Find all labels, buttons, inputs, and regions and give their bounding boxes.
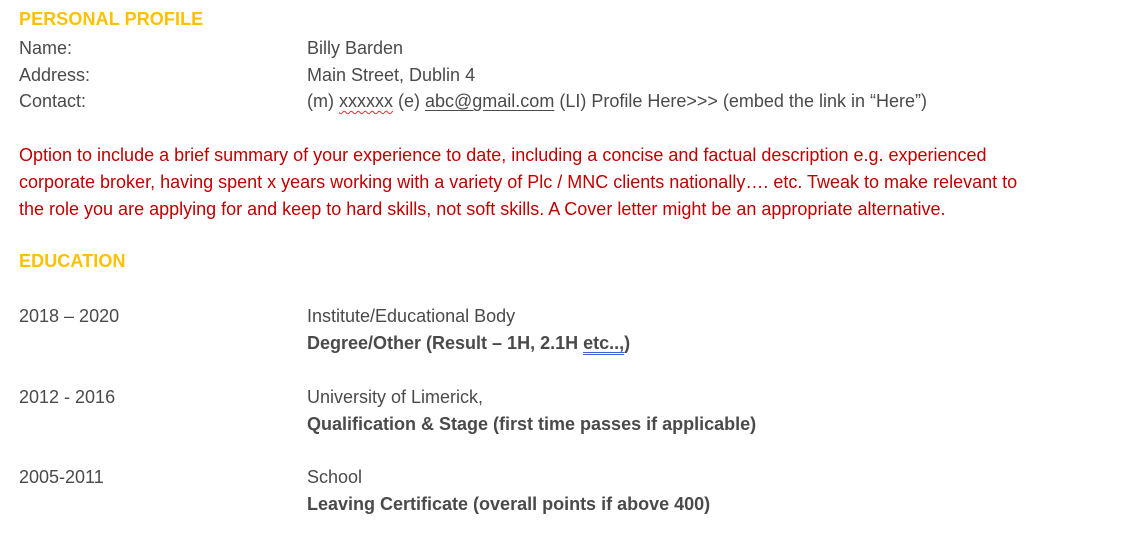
education-years: 2018 – 2020 — [19, 306, 120, 326]
education-entry-years-row — [19, 303, 1139, 329]
education-institution: Institute/Educational Body — [307, 306, 516, 326]
contact-label: Contact: — [19, 91, 87, 111]
education-qualification — [307, 330, 630, 356]
personal-profile-heading: PERSONAL PROFILE — [19, 9, 204, 29]
summary-line-1: Option to include a brief summary of your experience to date, including a concise and factual description e.g. experienced — [19, 145, 987, 165]
contact-value — [307, 88, 927, 114]
contact-phone: xxxxxx — [338, 91, 393, 111]
qualification-marked-text: etc.., — [583, 333, 625, 353]
qualification-suffix: ) — [624, 333, 631, 353]
contact-prefix: (m) — [307, 91, 339, 111]
contact-email-link[interactable]: abc@gmail.com — [425, 91, 555, 111]
qualification-prefix: Degree/Other (Result – 1H, 2.1H — [307, 333, 584, 353]
address-row — [19, 62, 1139, 88]
education-entry-years-row — [19, 464, 1139, 490]
education-years: 2005-2011 — [19, 467, 104, 487]
education-entry-qualification-row — [19, 330, 1139, 356]
contact-row — [19, 88, 1139, 114]
summary-line-3: the role you are applying for and keep to hard skills, not soft skills. A Cover letter might be an appropriate alternative. — [19, 199, 946, 219]
education-entry-qualification-row — [19, 411, 1139, 437]
education-heading: EDUCATION — [19, 251, 126, 271]
address-label: Address: — [19, 65, 91, 85]
summary-line-2: corporate broker, having spent x years working with a variety of Plc / MNC clients nationally…. etc. Tweak to make relevant to — [19, 172, 1018, 192]
address-value: Main Street, Dublin 4 — [307, 65, 476, 85]
education-institution: School — [307, 467, 363, 487]
education-entry-qualification-row — [19, 491, 1139, 517]
name-row — [19, 35, 1139, 61]
education-institution: University of Limerick, — [307, 387, 484, 407]
contact-email-prefix: (e) — [392, 91, 425, 111]
contact-suffix: (LI) Profile Here>>> (embed the link in “Here”) — [554, 91, 927, 111]
education-entry-years-row — [19, 384, 1139, 410]
education-years: 2012 - 2016 — [19, 387, 116, 407]
education-qualification: Leaving Certificate (overall points if above 400) — [307, 494, 711, 514]
name-value: Billy Barden — [307, 38, 404, 58]
summary-paragraph — [19, 142, 1145, 223]
name-label: Name: — [19, 38, 73, 58]
education-qualification: Qualification & Stage (first time passes if applicable) — [307, 414, 757, 434]
